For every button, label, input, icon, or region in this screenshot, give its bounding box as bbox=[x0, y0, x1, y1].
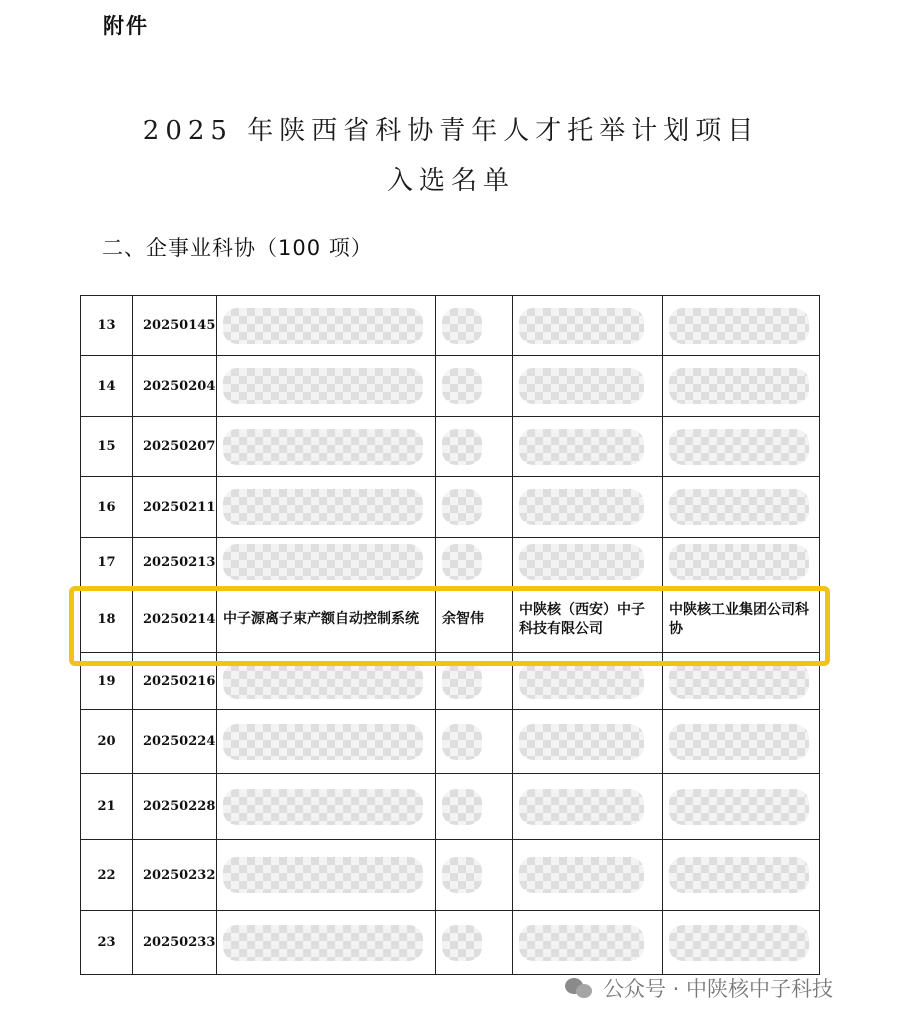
redaction-mosaic bbox=[442, 429, 482, 465]
table-row bbox=[81, 710, 820, 774]
row-number: 15 bbox=[81, 417, 133, 477]
redaction-mosaic bbox=[519, 368, 644, 404]
applicant-name-redacted bbox=[436, 356, 513, 417]
row-number: 13 bbox=[81, 296, 133, 356]
organization-redacted bbox=[513, 417, 663, 477]
redaction-mosaic bbox=[442, 663, 482, 699]
recommending-association-redacted bbox=[663, 538, 820, 587]
row-number: 19 bbox=[81, 653, 133, 710]
redaction-mosaic bbox=[669, 489, 809, 525]
row-number: 23 bbox=[81, 911, 133, 975]
redaction-mosaic bbox=[223, 308, 423, 344]
recommending-association-redacted bbox=[663, 911, 820, 975]
redaction-mosaic bbox=[669, 663, 809, 699]
redaction-mosaic bbox=[223, 663, 423, 699]
project-title-redacted bbox=[217, 296, 436, 356]
recommending-association-redacted bbox=[663, 356, 820, 417]
attachment-label: 附件 bbox=[103, 14, 149, 38]
redaction-mosaic bbox=[223, 489, 423, 525]
project-code: 20250233 bbox=[133, 911, 217, 975]
redaction-mosaic bbox=[519, 925, 644, 961]
project-title: 中子源离子束产额自动控制系统 bbox=[217, 587, 436, 653]
watermark-text: 公众号 · 中陕核中子科技 bbox=[603, 977, 834, 1001]
table-row bbox=[81, 840, 820, 911]
section-heading: 二、企事业科协（100 项） bbox=[102, 236, 373, 260]
applicant-name-redacted bbox=[436, 296, 513, 356]
recommending-association-redacted bbox=[663, 417, 820, 477]
table-row bbox=[81, 356, 820, 417]
project-title-redacted bbox=[217, 477, 436, 538]
redaction-mosaic bbox=[223, 368, 423, 404]
redaction-mosaic bbox=[669, 544, 809, 580]
row-number: 22 bbox=[81, 840, 133, 911]
applicant-name-redacted bbox=[436, 840, 513, 911]
redaction-mosaic bbox=[519, 663, 644, 699]
row-number: 21 bbox=[81, 774, 133, 840]
recommending-association-redacted bbox=[663, 774, 820, 840]
organization-redacted bbox=[513, 296, 663, 356]
project-code: 20250211 bbox=[133, 477, 217, 538]
applicant-name-redacted bbox=[436, 710, 513, 774]
redaction-mosaic bbox=[442, 308, 482, 344]
redaction-mosaic bbox=[519, 544, 644, 580]
redaction-mosaic bbox=[223, 429, 423, 465]
redaction-mosaic bbox=[223, 724, 423, 760]
recommending-association: 中陕核工业集团公司科协 bbox=[663, 587, 820, 653]
recommending-association-redacted bbox=[663, 710, 820, 774]
project-code: 20250204 bbox=[133, 356, 217, 417]
project-code: 20250228 bbox=[133, 774, 217, 840]
redaction-mosaic bbox=[519, 724, 644, 760]
redaction-mosaic bbox=[223, 857, 423, 893]
organization-redacted bbox=[513, 710, 663, 774]
table-row bbox=[81, 477, 820, 538]
redaction-mosaic bbox=[223, 544, 423, 580]
project-code: 20250145 bbox=[133, 296, 217, 356]
applicant-name-redacted bbox=[436, 538, 513, 587]
redaction-mosaic bbox=[669, 368, 809, 404]
redaction-mosaic bbox=[669, 429, 809, 465]
redaction-mosaic bbox=[442, 925, 482, 961]
watermark bbox=[565, 973, 833, 1003]
document-subtitle: 入选名单 bbox=[386, 166, 515, 196]
project-code: 20250224 bbox=[133, 710, 217, 774]
recommending-association-redacted bbox=[663, 296, 820, 356]
redaction-mosaic bbox=[442, 857, 482, 893]
redaction-mosaic bbox=[669, 789, 809, 825]
redaction-mosaic bbox=[669, 925, 809, 961]
table-row bbox=[81, 774, 820, 840]
recommending-association-redacted bbox=[663, 840, 820, 911]
organization-redacted bbox=[513, 477, 663, 538]
redaction-mosaic bbox=[519, 789, 644, 825]
highlight-box bbox=[69, 586, 830, 666]
wechat-icon bbox=[565, 976, 595, 1000]
project-title-redacted bbox=[217, 538, 436, 587]
project-code: 20250232 bbox=[133, 840, 217, 911]
redaction-mosaic bbox=[223, 925, 423, 961]
project-title-redacted bbox=[217, 911, 436, 975]
redaction-mosaic bbox=[519, 308, 644, 344]
row-number: 20 bbox=[81, 710, 133, 774]
row-number: 14 bbox=[81, 356, 133, 417]
project-title-redacted bbox=[217, 840, 436, 911]
row-number: 18 bbox=[81, 587, 133, 653]
redaction-mosaic bbox=[223, 789, 423, 825]
organization: 中陕核（西安）中子科技有限公司 bbox=[513, 587, 663, 653]
project-code: 20250216 bbox=[133, 653, 217, 710]
applicant-name-redacted bbox=[436, 911, 513, 975]
redaction-mosaic bbox=[442, 544, 482, 580]
applicant-name-redacted bbox=[436, 774, 513, 840]
table-row bbox=[81, 538, 820, 587]
project-title-redacted bbox=[217, 710, 436, 774]
applicant-name-redacted bbox=[436, 417, 513, 477]
project-code: 20250207 bbox=[133, 417, 217, 477]
redaction-mosaic bbox=[442, 724, 482, 760]
organization-redacted bbox=[513, 774, 663, 840]
redaction-mosaic bbox=[519, 857, 644, 893]
redaction-mosaic bbox=[442, 789, 482, 825]
table-row bbox=[81, 911, 820, 975]
redaction-mosaic bbox=[669, 308, 809, 344]
redaction-mosaic bbox=[669, 724, 809, 760]
organization-redacted bbox=[513, 538, 663, 587]
project-title-redacted bbox=[217, 417, 436, 477]
organization-redacted bbox=[513, 840, 663, 911]
applicant-name-redacted bbox=[436, 477, 513, 538]
document-title: 2025 年陕西省科协青年人才托举计划项目 bbox=[142, 116, 760, 146]
redaction-mosaic bbox=[519, 429, 644, 465]
organization-redacted bbox=[513, 356, 663, 417]
redaction-mosaic bbox=[519, 489, 644, 525]
table-row bbox=[81, 296, 820, 356]
applicant-name: 余智伟 bbox=[436, 587, 513, 653]
project-code: 20250214 bbox=[133, 587, 217, 653]
row-number: 16 bbox=[81, 477, 133, 538]
redaction-mosaic bbox=[669, 857, 809, 893]
organization-redacted bbox=[513, 911, 663, 975]
project-title-redacted bbox=[217, 356, 436, 417]
recommending-association-redacted bbox=[663, 477, 820, 538]
row-number: 17 bbox=[81, 538, 133, 587]
table-row bbox=[81, 417, 820, 477]
project-code: 20250213 bbox=[133, 538, 217, 587]
redaction-mosaic bbox=[442, 489, 482, 525]
redaction-mosaic bbox=[442, 368, 482, 404]
project-title-redacted bbox=[217, 774, 436, 840]
